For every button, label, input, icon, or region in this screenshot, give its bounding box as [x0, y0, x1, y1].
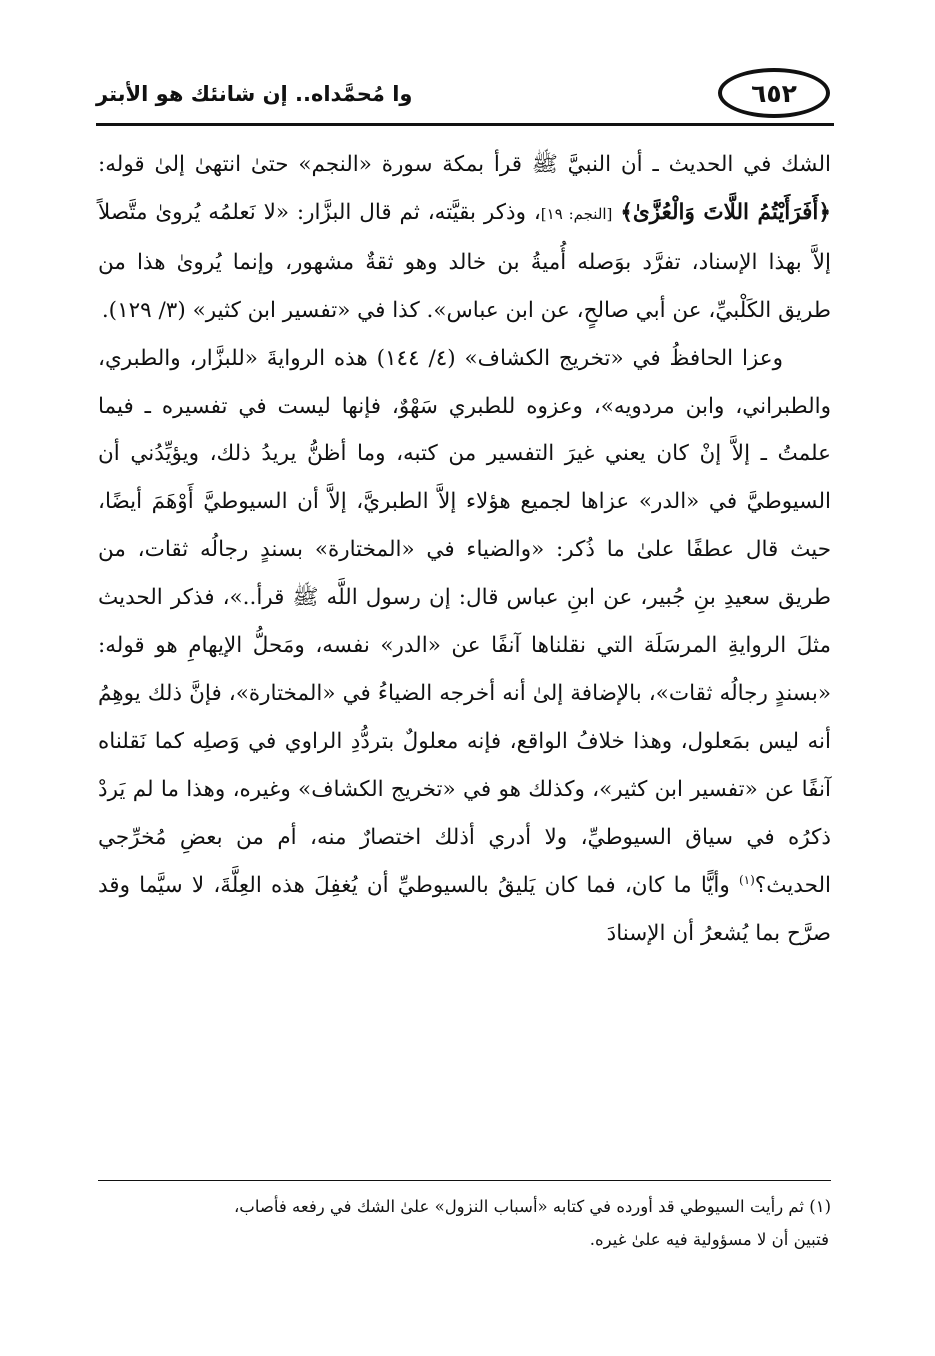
footnote-rule: [98, 1180, 831, 1181]
footnote-line-2: فتبين أن لا مسؤولية فيه علىٰ غيره.: [589, 1230, 829, 1249]
page-number: [718, 68, 830, 118]
paragraph-1-part1: الشك في الحديث ـ أن النبيَّ ﷺ قرأ بمكة سورة «النجم» حتىٰ انتهىٰ إلىٰ قوله:: [98, 152, 831, 177]
paragraph-2-part2: وأيًّا ما كان، فما كان يَليقُ بالسيوطيِّ أن يُغفِلَ هذه العِلَّةَ، لا سيَّما وقد صرَّح بما يُشعرُ أن الإسنادَ: [98, 872, 831, 946]
paragraph-1: [98, 141, 831, 335]
quran-verse: ﴿أَفَرَأَيْتُمُ اللَّاتَ وَالْعُزَّىٰ﴾: [620, 199, 831, 225]
running-title: وا مُحمَّداه.. إن شانئك هو الأبتر: [96, 82, 413, 106]
main-text: [98, 141, 831, 957]
page-number-text: ٦٥٢: [751, 78, 797, 108]
header-rule: [96, 123, 834, 126]
paragraph-2: [98, 335, 831, 958]
footnote: [98, 1190, 831, 1256]
paragraph-2-part1: وعزا الحافظُ في «تخريج الكشاف» (٤/ ١٤٤) هذه الروايةَ «للبزَّار، والطبري، والطبراني، وابن مردويه»، وعزوه للطبري سَهْوٌ، فإنها ليست في تفسيره ـ فيما علمتُ ـ إلاَّ إنْ كان يعني غيرَ التفسير من كتبه، وما أظنُّ يريدُ ذلك، ويؤيِّدُني أن السيوطيَّ في «الدر» عزاها لجميع هؤلاء إلاَّ الطبريَّ، إلاَّ أن السيوطيَّ أَوْهَمَ أيضًا، حيث قال عطفًا علىٰ ما ذُكر: «والضياء في «المختارة» بسندٍ رجالُه ثقات، من طريق سعيدِ بنِ جُبير، عن ابنِ عباس قال: إن رسول اللَّه ﷺ قرأ..»، فذكر الحديث مثلَ الروايةِ المرسَلَة التي نقلناها آنفًا عن «الدر» نفسه، ومَحلُّ الإيهامِ هو قوله: «بسندٍ رجالُه ثقات»، بالإضافة إلىٰ أنه أخرجه الضياءُ في «المختارة»، فإنَّ ذلك يوهِمُ أنه ليس بمَعلول، وهذا خلافُ الواقع، فإنه معلولٌ بتردُّدِ الراوي في وَصلِه كما نَقلناه آنفًا عن «تفسير ابن كثير»، وكذلك هو في «تخريج الكشاف» وغيره، وهذا ما لم يَردْ ذكرُه في سياق السيوطيِّ، ولا أدري أذلك اختصارٌ منه، أم من بعضِ مُخرِّجي الحديث؟: [98, 345, 831, 898]
quran-reference: [النجم: ١٩]: [540, 204, 613, 223]
footnote-line-1: (١) ثم رأيت السيوطي قد أورده في كتابه «أسباب النزول» علىٰ الشك في رفعه فأصاب،: [233, 1197, 831, 1216]
page-header: [96, 68, 830, 124]
paragraph-1-part2: ، وذكر بقيَّته، ثم قال البزَّار: «لا نَعلمُه يُروىٰ متَّصلاً إلاَّ بهذا الإسناد، تفرَّد بوَصله أُميةُ بن خالد وهو ثقةٌ مشهور، وإنما يُروىٰ هذا من طريق الكَلْبيِّ، عن أبي صالحٍ، عن ابن عباس». كذا في «تفسير ابن كثير» (٣/ ١٢٩).: [98, 199, 831, 323]
footnote-marker: (١): [738, 872, 755, 887]
